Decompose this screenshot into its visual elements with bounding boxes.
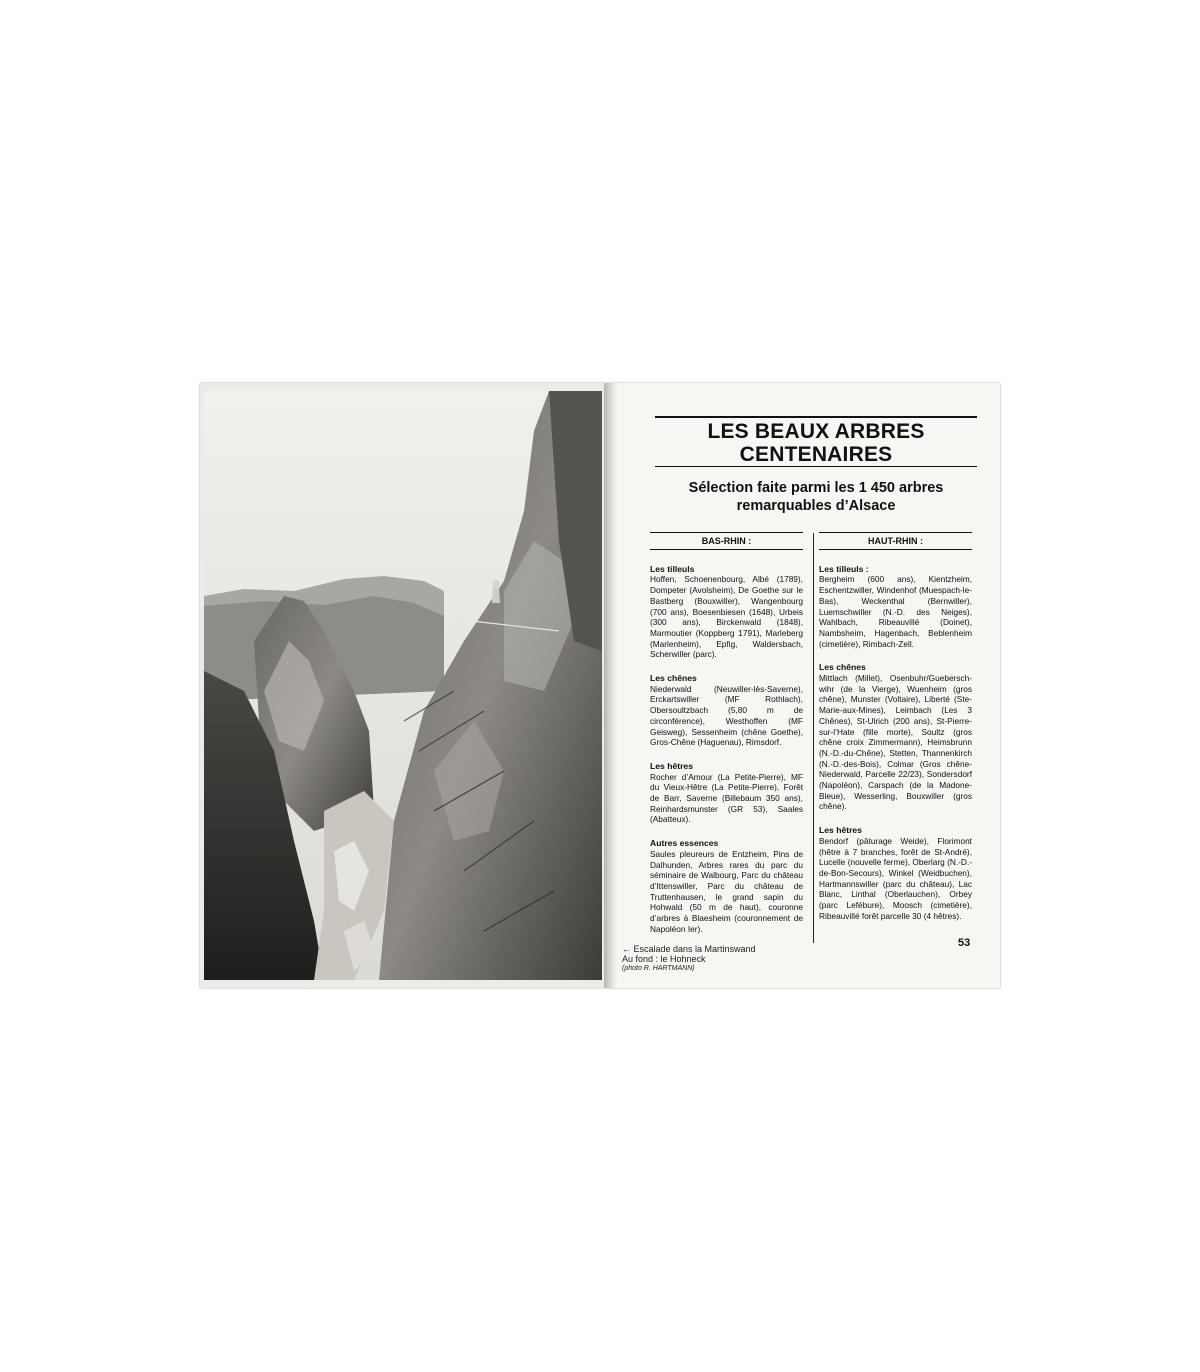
caption-line: Au fond : le Hohneck — [622, 954, 706, 964]
section-text: Hoffen, Schoenenbourg, Albé (1789), Dompeter (Avolsheim), De Goethe sur le Bastberg (Bouxwiller), Wangenbourg (700 ans), Boesenbiesen (1648), Urbeis (300 ans), Birckenwald (1848), Marmoutier (Koppberg 1791), Marleberg (Marlenheim), Epfig, Waldersbach, Scherwiller (parc). — [650, 574, 803, 660]
section-title: Les hêtres — [819, 825, 862, 836]
section-text: Niederwald (Neuwiller-lès-Saverne), Erckartswiller (MF Rothlach), Obersoultzbach (5,80 m de circonférence), Westhoffen (MF Geisweg), Sessenheim (chêne Goethe), Gros-Chêne (Haguenau), Rimsdorf. — [650, 683, 803, 748]
title-underline — [655, 466, 977, 467]
caption-line: ← Escalade dans la Martinswand — [622, 944, 756, 954]
photo-credit: (photo R. HARTMANN) — [622, 965, 695, 972]
bas-rhin-column — [650, 532, 803, 948]
section-title: Autres essences — [650, 838, 719, 849]
bas-rhin-heading: BAS-RHIN : — [650, 532, 803, 550]
book-gutter — [604, 383, 618, 988]
page-subtitle: Sélection faite parmi les 1 450 arbres remarquables d’Alsace — [688, 480, 944, 514]
section-title: Les tilleuls — [650, 563, 695, 574]
climbing-photo — [204, 391, 602, 980]
section-text: Bendorf (pâturage Weide), Florimont (hêtre à 7 branches, forêt de St-André), Lucelle (nouvelle ferme), Oberlarg (N.-D.-de-Bon-Secours), Winkel (Weidbuchen), Hartmannswiller (parc du château), Lac Blanc, Linthal (Oberlauchen), Orbey (parc Lefébure), Moosch (cimetière), Ribeauvillé forêt parcelle 30 (4 hêtres). — [819, 835, 972, 921]
section-title: Les hêtres — [650, 760, 693, 771]
column-divider — [813, 533, 814, 943]
title-rule — [655, 416, 977, 418]
page-title: LES BEAUX ARBRES CENTENAIRES — [707, 420, 925, 466]
section-title: Les tilleuls : — [819, 563, 869, 574]
section-text: Bergheim (600 ans), Kientzheim, Eschentzwiller, Windenhof (Muespach-le-Bas), Weckenthal (Bernwiller), Luemschwiller (N.-D. des Neiges), Wahlbach, Ribeauvillé (Doinet), Nambsheim, Hagenbach, Beblenheim (cimetière), Rimbach-Zell. — [819, 574, 972, 649]
page-number: 53 — [958, 937, 971, 949]
left-page-photo — [200, 383, 606, 988]
photo-caption — [622, 944, 756, 974]
section-title: Les chênes — [650, 673, 697, 684]
section-text: Mittlach (Millet), Osenbuhr/Guebersch-wihr (de la Vierge), Wuenheim (gros chêne), Munster (Voltaire), Liberté (Ste-Marie-aux-Mines), Leimbach (Les 3 Chênes), St-Ulrich (200 ans), St-Pierre-sur-l’Hate (fille morte), Soultz (gros chêne croix Zimmermann), Heimsbrunn (N.-D.-du-Chêne), Stetten, Thannenkirch (N.-D.-des-Bois), Colmar (Gros chêne-Niederwald, Parcelle 22/23), Sondersdorf (Napoléon), Carspach (de la Madone-Bleue), Wesserling, Bouxwiller (gros chêne). — [819, 673, 972, 812]
haut-rhin-column — [819, 532, 972, 935]
section-title: Les chênes — [819, 662, 866, 673]
haut-rhin-heading: HAUT-RHIN : — [819, 532, 972, 550]
section-text: Saules pleureurs de Entzheim, Pins de Dalhunden, Arbres rares du parc du séminaire de Walbourg, Parc du château d’Ittenswiller, Parc du château de Truttenhausen, le grand sapin du Hohwald (50 m de haut), couronne d’arbres à Blaesheim (couronnement de Napoléon Ier). — [650, 848, 803, 934]
section-text: Rocher d’Amour (La Petite-Pierre), MF du Vieux-Hêtre (La Petite-Pierre), Forêt de Barr, Saverne (Billebaum 350 ans), Reinhardsmunster (GR 53), Saales (Abatteux). — [650, 771, 803, 825]
